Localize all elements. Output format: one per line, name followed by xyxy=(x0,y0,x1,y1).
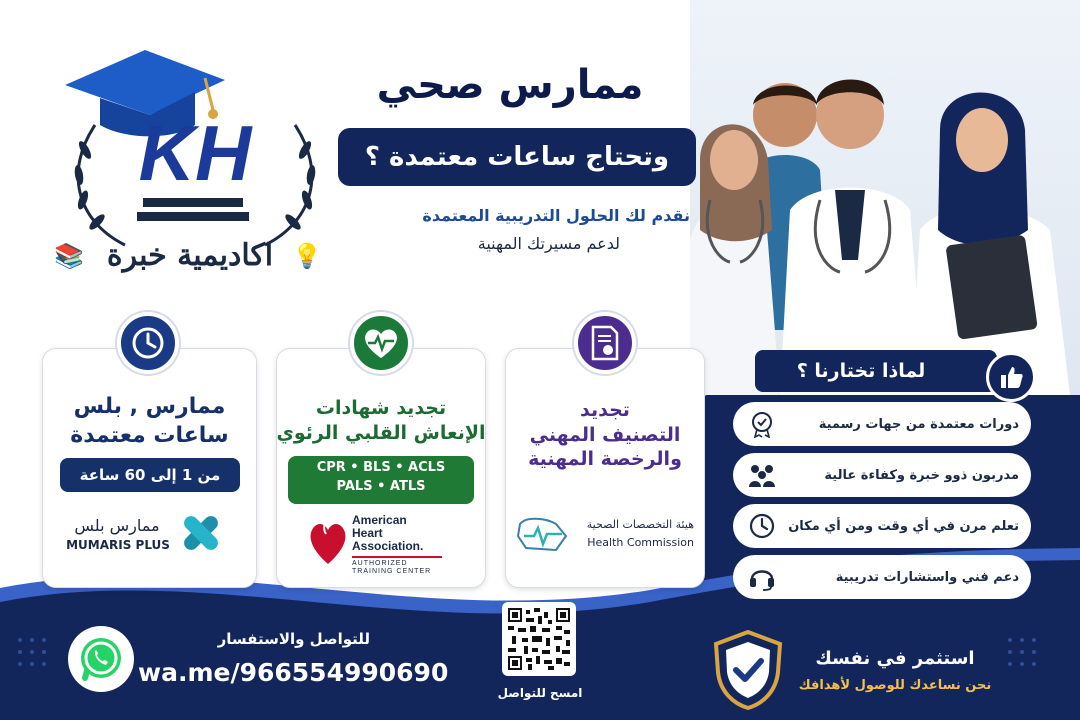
shield-check-icon xyxy=(712,630,784,710)
aha-logo-line-2: Heart xyxy=(352,526,383,541)
card-health-title xyxy=(505,398,705,472)
trainers-icon xyxy=(747,460,777,490)
headline-title: ممارس صحي xyxy=(376,62,644,108)
invest-subtitle: نحن نساعدك للوصول لأهدافك xyxy=(798,678,992,693)
why-us-item-2-text: مدربون ذوو خبرة وكفاءة عالية xyxy=(824,467,1019,483)
headline-banner-text: وتحتاج ساعات معتمدة ؟ xyxy=(364,142,670,172)
why-us-item-4 xyxy=(733,555,1031,599)
headset-icon xyxy=(747,562,777,592)
card-cpr-title-line-2: الإنعاش القلبي الرئوي xyxy=(276,421,486,444)
card-health-title-line-3: والرخصة المهنية xyxy=(528,448,682,471)
health-commission-mark-icon xyxy=(516,514,570,556)
card-mumaris-title-line-1: ممارس , بلس xyxy=(73,394,226,419)
academy-name: اكاديمية خبرة xyxy=(106,238,274,273)
contact-label: للتواصل والاستفسار xyxy=(217,630,370,648)
clock-icon xyxy=(747,511,777,541)
card-health-title-line-1: تجديد xyxy=(580,399,630,421)
card-health-title-line-2: التصنيف المهني xyxy=(529,423,681,446)
aha-training-center-text: TRAINING CENTER xyxy=(352,568,432,576)
subheading-1: نقدم لك الحلول التدريبية المعتمدة xyxy=(422,206,690,225)
headline-banner xyxy=(338,128,696,186)
logo-letters: KH xyxy=(138,109,252,197)
aha-logo xyxy=(308,510,448,580)
whatsapp-link[interactable]: wa.me/966554990690 xyxy=(138,658,449,687)
hours-badge: من 1 إلى 60 ساعة xyxy=(60,458,240,492)
aha-authorized-text: AUTHORIZED xyxy=(352,560,408,567)
card-mumaris-title-line-2: ساعات معتمدة xyxy=(70,422,229,448)
books-icon: 📚 xyxy=(54,242,84,270)
health-commission-logo-arabic: هيئة التخصصات الصحية xyxy=(586,518,694,531)
thumbs-up-icon xyxy=(986,352,1036,402)
aha-logo-line-3: Association. xyxy=(352,539,424,554)
bulb-icon: 💡 xyxy=(292,242,322,270)
card-cpr-title xyxy=(276,396,486,445)
cpr-courses-line-1: CPR • BLS • ACLS xyxy=(316,460,446,475)
invest-title: استثمر في نفسك xyxy=(815,648,975,669)
qr-label: امسح للتواصل xyxy=(497,686,583,700)
mumaris-logo-arabic: ممارس بلس xyxy=(74,516,160,535)
mumaris-logo-english: MUMARIS PLUS xyxy=(66,538,170,552)
why-us-title: لماذا تختارنا ؟ xyxy=(755,350,997,392)
why-us-item-3 xyxy=(733,504,1031,548)
certificate-icon xyxy=(574,312,636,374)
card-mumaris-title xyxy=(42,393,257,450)
why-us-item-2 xyxy=(733,453,1031,497)
health-commission-logo xyxy=(516,510,696,560)
mumaris-cross-icon xyxy=(176,508,226,558)
qr-code[interactable] xyxy=(502,602,576,676)
cpr-courses-badge xyxy=(288,456,474,504)
health-commission-logo-english: Health Commission xyxy=(587,536,694,549)
subheading-2: لدعم مسيرتك المهنية xyxy=(477,234,620,253)
aha-heart-icon xyxy=(308,514,348,566)
badge-check-icon xyxy=(747,409,777,439)
heart-pulse-icon xyxy=(350,312,412,374)
card-cpr-title-line-1: تجديد شهادات xyxy=(315,397,447,419)
aha-logo-line-1: American xyxy=(352,513,407,527)
why-us-item-1 xyxy=(733,402,1031,446)
why-us-item-3-text: تعلم مرن في أي وقت ومن أي مكان xyxy=(788,518,1019,534)
cpr-courses-line-2: PALS • ATLS xyxy=(336,478,426,494)
why-us-item-1-text: دورات معتمدة من جهات رسمية xyxy=(818,416,1019,432)
whatsapp-icon[interactable] xyxy=(68,626,134,692)
clock-icon xyxy=(117,312,179,374)
why-us-item-4-text: دعم فني واستشارات تدريبية xyxy=(835,569,1019,585)
doctors-photo xyxy=(690,0,1080,395)
